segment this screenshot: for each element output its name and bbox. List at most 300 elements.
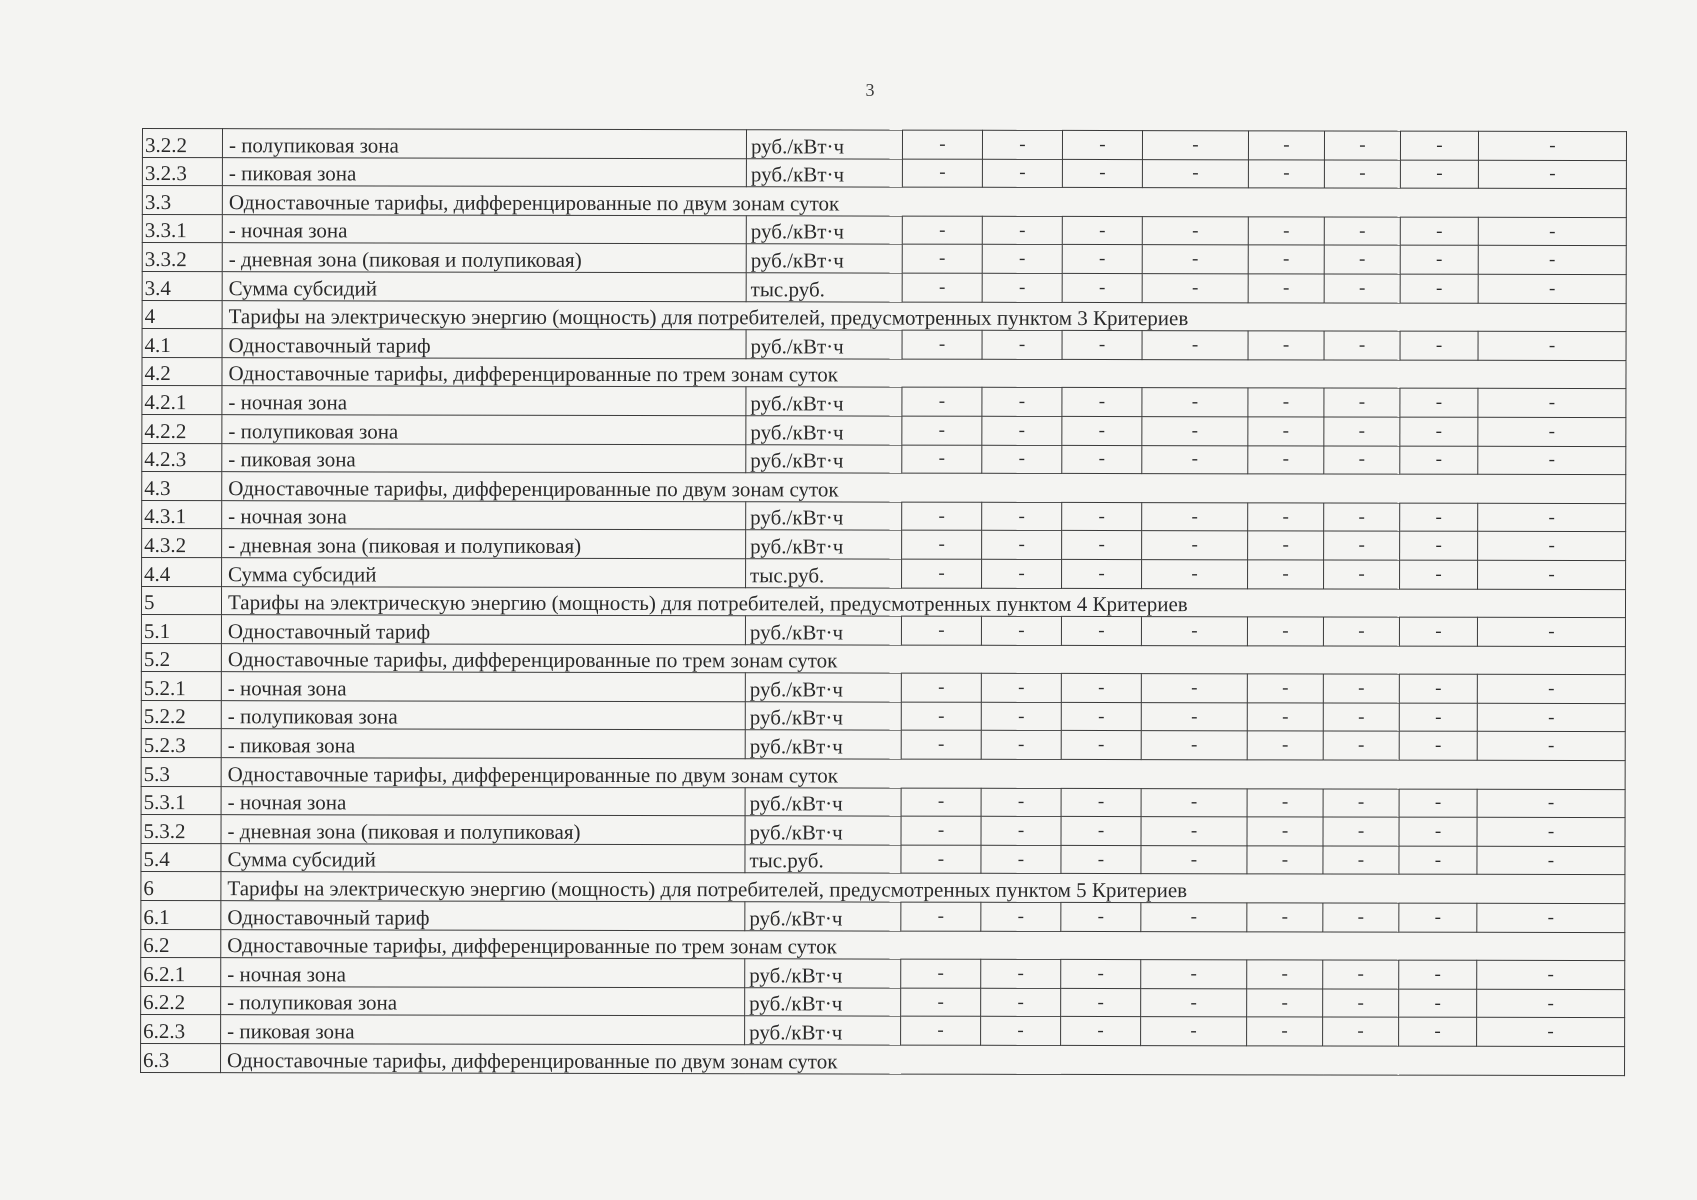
row-name: - дневная зона (пиковая и полупиковая) (222, 243, 746, 273)
row-number: 5.2.2 (141, 700, 221, 729)
table-row (141, 901, 1625, 933)
row-name: Сумма субсидий (222, 272, 746, 302)
row-number: 5.3.2 (141, 815, 221, 844)
value-cell: - (902, 387, 982, 416)
section-heading: Одноставочные тарифы, дифференцированные по трем зонам суток (221, 643, 1625, 675)
value-cell: - (1141, 702, 1247, 731)
row-number: 6.2.2 (141, 986, 221, 1015)
value-cell: - (982, 502, 1062, 531)
value-cell: - (1248, 217, 1324, 246)
value-cell: - (981, 788, 1061, 817)
value-cell: - (982, 531, 1062, 560)
section-heading: Одноставочные тарифы, дифференцированные по трем зонам суток (222, 357, 1626, 389)
value-cell: - (1400, 217, 1478, 246)
row-number: 6.2.3 (141, 1015, 221, 1044)
value-cell: - (1247, 846, 1323, 875)
value-cell: - (1399, 789, 1477, 818)
value-cell: - (1324, 417, 1400, 446)
value-cell: - (1400, 246, 1478, 275)
value-cell: - (981, 616, 1061, 645)
row-name: - ночная зона (221, 672, 745, 702)
value-cell: - (1323, 817, 1399, 846)
value-cell: - (1399, 1018, 1477, 1047)
value-cell: - (981, 817, 1061, 846)
value-cell: - (1399, 903, 1477, 932)
value-cell: - (982, 245, 1062, 274)
section-heading-row (142, 186, 1626, 218)
table-row (142, 157, 1626, 189)
row-unit: руб./кВт·ч (745, 787, 901, 816)
value-cell: - (1142, 331, 1248, 360)
row-number: 3.3.1 (142, 214, 222, 243)
value-cell: - (902, 130, 982, 159)
value-cell: - (901, 788, 981, 817)
value-cell: - (1248, 445, 1324, 474)
value-cell: - (901, 845, 981, 874)
value-cell: - (1323, 703, 1399, 732)
row-number: 4.3.2 (142, 529, 222, 558)
value-cell: - (1062, 216, 1142, 245)
row-name: - ночная зона (221, 958, 745, 988)
row-unit: руб./кВт·ч (746, 530, 902, 559)
row-unit: руб./кВт·ч (745, 902, 901, 931)
row-unit: руб./кВт·ч (746, 416, 902, 445)
value-cell: - (1141, 903, 1247, 932)
value-cell: - (1323, 731, 1399, 760)
value-cell: - (982, 130, 1062, 159)
value-cell: - (1248, 503, 1324, 532)
row-number: 4.2.3 (142, 443, 222, 472)
value-cell: - (902, 244, 982, 273)
value-cell: - (1062, 331, 1142, 360)
row-unit: руб./кВт·ч (746, 244, 902, 273)
row-number: 6 (141, 872, 221, 901)
value-cell: - (1323, 846, 1399, 875)
value-cell: - (1399, 846, 1477, 875)
value-cell: - (1400, 160, 1478, 189)
value-cell: - (1400, 446, 1478, 475)
row-number: 6.2.1 (141, 958, 221, 987)
value-cell: - (1142, 502, 1248, 531)
row-name: - ночная зона (222, 214, 746, 244)
row-unit: руб./кВт·ч (746, 158, 902, 187)
value-cell: - (1477, 732, 1625, 761)
value-cell: - (1062, 559, 1142, 588)
value-cell: - (982, 159, 1062, 188)
value-cell: - (1400, 417, 1478, 446)
value-cell: - (1399, 732, 1477, 761)
row-unit: руб./кВт·ч (745, 702, 901, 731)
value-cell: - (1399, 989, 1477, 1018)
value-cell: - (1478, 246, 1626, 275)
value-cell: - (1478, 560, 1626, 589)
section-heading-row (142, 300, 1626, 332)
row-number: 5.2.3 (141, 729, 221, 758)
value-cell: - (902, 216, 982, 245)
value-cell: - (1478, 331, 1626, 360)
value-cell: - (981, 845, 1061, 874)
row-number: 6.3 (141, 1043, 221, 1072)
row-number: 5.3 (141, 758, 221, 787)
value-cell: - (1324, 160, 1400, 189)
row-name: - дневная зона (пиковая и полупиковая) (222, 529, 746, 559)
value-cell: - (1141, 988, 1247, 1017)
value-cell: - (901, 959, 981, 988)
table-row (142, 329, 1626, 361)
row-name: Сумма субсидий (222, 558, 746, 588)
row-number: 5 (141, 586, 221, 615)
value-cell: - (1062, 531, 1142, 560)
value-cell: - (1324, 331, 1400, 360)
value-cell: - (1061, 674, 1141, 703)
tariff-table-body (141, 129, 1627, 1076)
value-cell: - (1248, 331, 1324, 360)
table-row (141, 615, 1625, 647)
value-cell: - (1400, 503, 1478, 532)
value-cell: - (1400, 531, 1478, 560)
value-cell: - (1248, 274, 1324, 303)
value-cell: - (981, 902, 1061, 931)
row-unit: руб./кВт·ч (746, 387, 902, 416)
row-name: - полупиковая зона (221, 986, 745, 1016)
value-cell: - (1324, 274, 1400, 303)
value-cell: - (1061, 702, 1141, 731)
value-cell: - (1247, 674, 1323, 703)
value-cell: - (1477, 903, 1625, 932)
section-heading-row (141, 1043, 1625, 1075)
table-row (142, 129, 1626, 161)
value-cell: - (1478, 217, 1626, 246)
row-unit: руб./кВт·ч (745, 1016, 901, 1045)
value-cell: - (1247, 731, 1323, 760)
value-cell: - (1400, 331, 1478, 360)
value-cell: - (1061, 617, 1141, 646)
row-number: 4.2 (142, 357, 222, 386)
value-cell: - (1477, 989, 1625, 1018)
row-number: 3.2.2 (142, 129, 222, 158)
value-cell: - (1142, 531, 1248, 560)
value-cell: - (1323, 903, 1399, 932)
value-cell: - (1324, 131, 1400, 160)
row-number: 6.2 (141, 929, 221, 958)
row-name: - пиковая зона (222, 443, 746, 473)
value-cell: - (901, 702, 981, 731)
value-cell: - (981, 702, 1061, 731)
value-cell: - (1061, 1017, 1141, 1046)
value-cell: - (1478, 160, 1626, 189)
value-cell: - (982, 559, 1062, 588)
value-cell: - (1142, 445, 1248, 474)
row-unit: тыс.руб. (746, 273, 902, 302)
table-row (141, 1015, 1625, 1047)
value-cell: - (1141, 731, 1247, 760)
value-cell: - (1324, 217, 1400, 246)
value-cell: - (1248, 388, 1324, 417)
row-name: - ночная зона (221, 786, 745, 816)
value-cell: - (1247, 617, 1323, 646)
value-cell: - (1400, 560, 1478, 589)
table-row (142, 243, 1626, 275)
value-cell: - (1477, 961, 1625, 990)
row-number: 3.3.2 (142, 243, 222, 272)
table-row (141, 843, 1625, 875)
table-row (142, 214, 1626, 246)
value-cell: - (981, 988, 1061, 1017)
value-cell: - (1324, 503, 1400, 532)
row-name: - пиковая зона (222, 157, 746, 187)
value-cell: - (1324, 245, 1400, 274)
value-cell: - (1061, 902, 1141, 931)
value-cell: - (1141, 960, 1247, 989)
value-cell: - (981, 731, 1061, 760)
row-unit: руб./кВт·ч (746, 130, 902, 159)
value-cell: - (1477, 818, 1625, 847)
section-heading-row (141, 872, 1625, 904)
row-unit: руб./кВт·ч (746, 444, 902, 473)
value-cell: - (901, 731, 981, 760)
value-cell: - (1141, 788, 1247, 817)
value-cell: - (1477, 789, 1625, 818)
value-cell: - (1141, 845, 1247, 874)
value-cell: - (1323, 960, 1399, 989)
value-cell: - (902, 559, 982, 588)
row-number: 4.2.1 (142, 386, 222, 415)
row-name: - полупиковая зона (222, 415, 746, 445)
value-cell: - (1400, 131, 1478, 160)
row-number: 3.2.3 (142, 157, 222, 186)
value-cell: - (1478, 274, 1626, 303)
row-name: - дневная зона (пиковая и полупиковая) (221, 815, 745, 845)
value-cell: - (1477, 675, 1625, 704)
value-cell: - (1061, 960, 1141, 989)
row-unit: руб./кВт·ч (745, 959, 901, 988)
row-unit: руб./кВт·ч (745, 616, 901, 645)
value-cell: - (1247, 788, 1323, 817)
row-name: Сумма субсидий (221, 844, 745, 874)
table-row (141, 672, 1625, 704)
row-name: Одноставочный тариф (221, 901, 745, 931)
value-cell: - (901, 1016, 981, 1045)
row-unit: руб./кВт·ч (746, 330, 902, 359)
value-cell: - (1142, 560, 1248, 589)
section-heading-row (142, 472, 1626, 504)
value-cell: - (1478, 532, 1626, 561)
value-cell: - (981, 959, 1061, 988)
value-cell: - (1141, 1017, 1247, 1046)
value-cell: - (1248, 131, 1324, 160)
section-heading-row (141, 586, 1625, 618)
value-cell: - (1478, 131, 1626, 160)
row-number: 4.1 (142, 329, 222, 358)
value-cell: - (1247, 703, 1323, 732)
table-row (142, 443, 1626, 475)
section-heading-row (141, 758, 1625, 790)
row-name: - ночная зона (222, 386, 746, 416)
row-name: - полупиковая зона (222, 129, 746, 159)
value-cell: - (1142, 159, 1248, 188)
value-cell: - (1477, 1018, 1625, 1047)
value-cell: - (1061, 845, 1141, 874)
value-cell: - (1141, 617, 1247, 646)
value-cell: - (1477, 703, 1625, 732)
row-name: - пиковая зона (221, 729, 745, 759)
row-number: 5.4 (141, 843, 221, 872)
table-row (141, 700, 1625, 732)
value-cell: - (1142, 417, 1248, 446)
section-heading: Тарифы на электрическую энергию (мощность) для потребителей, предусмотренных пунктом 4 Критериев (221, 586, 1625, 618)
value-cell: - (982, 445, 1062, 474)
row-unit: руб./кВт·ч (745, 673, 901, 702)
row-number: 5.1 (141, 615, 221, 644)
value-cell: - (1142, 274, 1248, 303)
value-cell: - (1324, 531, 1400, 560)
section-heading-row (141, 929, 1625, 961)
table-row (141, 815, 1625, 847)
value-cell: - (1248, 245, 1324, 274)
table-row (142, 500, 1626, 532)
value-cell: - (1062, 502, 1142, 531)
value-cell: - (1247, 817, 1323, 846)
row-number: 6.1 (141, 901, 221, 930)
value-cell: - (1142, 131, 1248, 160)
value-cell: - (1248, 159, 1324, 188)
section-heading: Одноставочные тарифы, дифференцированные по двум зонам суток (222, 472, 1626, 504)
value-cell: - (1478, 503, 1626, 532)
value-cell: - (1399, 674, 1477, 703)
value-cell: - (982, 273, 1062, 302)
table-row (141, 986, 1625, 1018)
table-row (142, 271, 1626, 303)
value-cell: - (901, 673, 981, 702)
value-cell: - (982, 388, 1062, 417)
row-name: - полупиковая зона (221, 701, 745, 731)
tariff-table (140, 128, 1627, 1076)
value-cell: - (1142, 245, 1248, 274)
section-heading-row (141, 643, 1625, 675)
value-cell: - (1247, 960, 1323, 989)
value-cell: - (1141, 817, 1247, 846)
row-number: 5.2 (141, 643, 221, 672)
value-cell: - (1248, 417, 1324, 446)
row-name: - пиковая зона (221, 1015, 745, 1045)
row-number: 4.4 (142, 557, 222, 586)
value-cell: - (1399, 703, 1477, 732)
row-number: 4.3.1 (142, 500, 222, 529)
section-heading: Одноставочные тарифы, дифференцированные по двум зонам суток (222, 186, 1626, 218)
section-heading: Тарифы на электрическую энергию (мощность) для потребителей, предусмотренных пунктом 5 Критериев (221, 872, 1625, 904)
value-cell: - (1061, 731, 1141, 760)
value-cell: - (1399, 817, 1477, 846)
value-cell: - (1400, 274, 1478, 303)
value-cell: - (1323, 674, 1399, 703)
section-heading-row (142, 357, 1626, 389)
table-row (141, 786, 1625, 818)
value-cell: - (1062, 445, 1142, 474)
row-unit: руб./кВт·ч (746, 501, 902, 530)
value-cell: - (1400, 388, 1478, 417)
value-cell: - (1061, 788, 1141, 817)
row-number: 3.3 (142, 186, 222, 215)
value-cell: - (902, 273, 982, 302)
page-number: 3 (865, 80, 875, 100)
value-cell: - (1323, 1017, 1399, 1046)
row-unit: руб./кВт·ч (745, 988, 901, 1017)
section-heading: Одноставочные тарифы, дифференцированные по двум зонам суток (221, 758, 1625, 790)
section-heading: Одноставочные тарифы, дифференцированные по двум зонам суток (221, 1044, 1625, 1076)
value-cell: - (1247, 903, 1323, 932)
table-row (141, 958, 1625, 990)
value-cell: - (1323, 989, 1399, 1018)
value-cell: - (1399, 617, 1477, 646)
value-cell: - (902, 445, 982, 474)
value-cell: - (1062, 159, 1142, 188)
value-cell: - (1478, 417, 1626, 446)
value-cell: - (1399, 960, 1477, 989)
row-unit: руб./кВт·ч (745, 730, 901, 759)
table-row (142, 557, 1626, 589)
value-cell: - (1324, 446, 1400, 475)
row-number: 5.3.1 (141, 786, 221, 815)
value-cell: - (1061, 817, 1141, 846)
row-name: - ночная зона (222, 500, 746, 530)
value-cell: - (1062, 416, 1142, 445)
row-unit: тыс.руб. (746, 559, 902, 588)
value-cell: - (1141, 674, 1247, 703)
value-cell: - (1247, 989, 1323, 1018)
value-cell: - (982, 216, 1062, 245)
row-unit: тыс.руб. (745, 845, 901, 874)
row-name: Одноставочный тариф (221, 615, 745, 645)
value-cell: - (901, 616, 981, 645)
value-cell: - (1478, 389, 1626, 418)
value-cell: - (1142, 388, 1248, 417)
value-cell: - (1062, 130, 1142, 159)
value-cell: - (1323, 617, 1399, 646)
value-cell: - (1248, 531, 1324, 560)
table-row (142, 529, 1626, 561)
value-cell: - (902, 530, 982, 559)
value-cell: - (981, 674, 1061, 703)
value-cell: - (901, 988, 981, 1017)
value-cell: - (1478, 446, 1626, 475)
row-name: Одноставочный тариф (222, 329, 746, 359)
row-unit: руб./кВт·ч (745, 816, 901, 845)
value-cell: - (902, 502, 982, 531)
row-number: 5.2.1 (141, 672, 221, 701)
value-cell: - (981, 1017, 1061, 1046)
section-heading: Тарифы на электрическую энергию (мощность) для потребителей, предусмотренных пунктом 3 Критериев (222, 300, 1626, 332)
value-cell: - (1324, 560, 1400, 589)
value-cell: - (982, 416, 1062, 445)
value-cell: - (1248, 560, 1324, 589)
row-number: 4 (142, 300, 222, 329)
value-cell: - (902, 330, 982, 359)
row-number: 4.3 (142, 472, 222, 501)
section-heading: Одноставочные тарифы, дифференцированные по трем зонам суток (221, 929, 1625, 961)
value-cell: - (1477, 846, 1625, 875)
value-cell: - (1323, 789, 1399, 818)
table-row (142, 386, 1626, 418)
table-row (142, 414, 1626, 446)
table-row (141, 729, 1625, 761)
value-cell: - (1062, 388, 1142, 417)
value-cell: - (902, 416, 982, 445)
row-unit: руб./кВт·ч (746, 216, 902, 245)
value-cell: - (982, 330, 1062, 359)
value-cell: - (902, 159, 982, 188)
row-number: 4.2.2 (142, 414, 222, 443)
value-cell: - (1142, 216, 1248, 245)
